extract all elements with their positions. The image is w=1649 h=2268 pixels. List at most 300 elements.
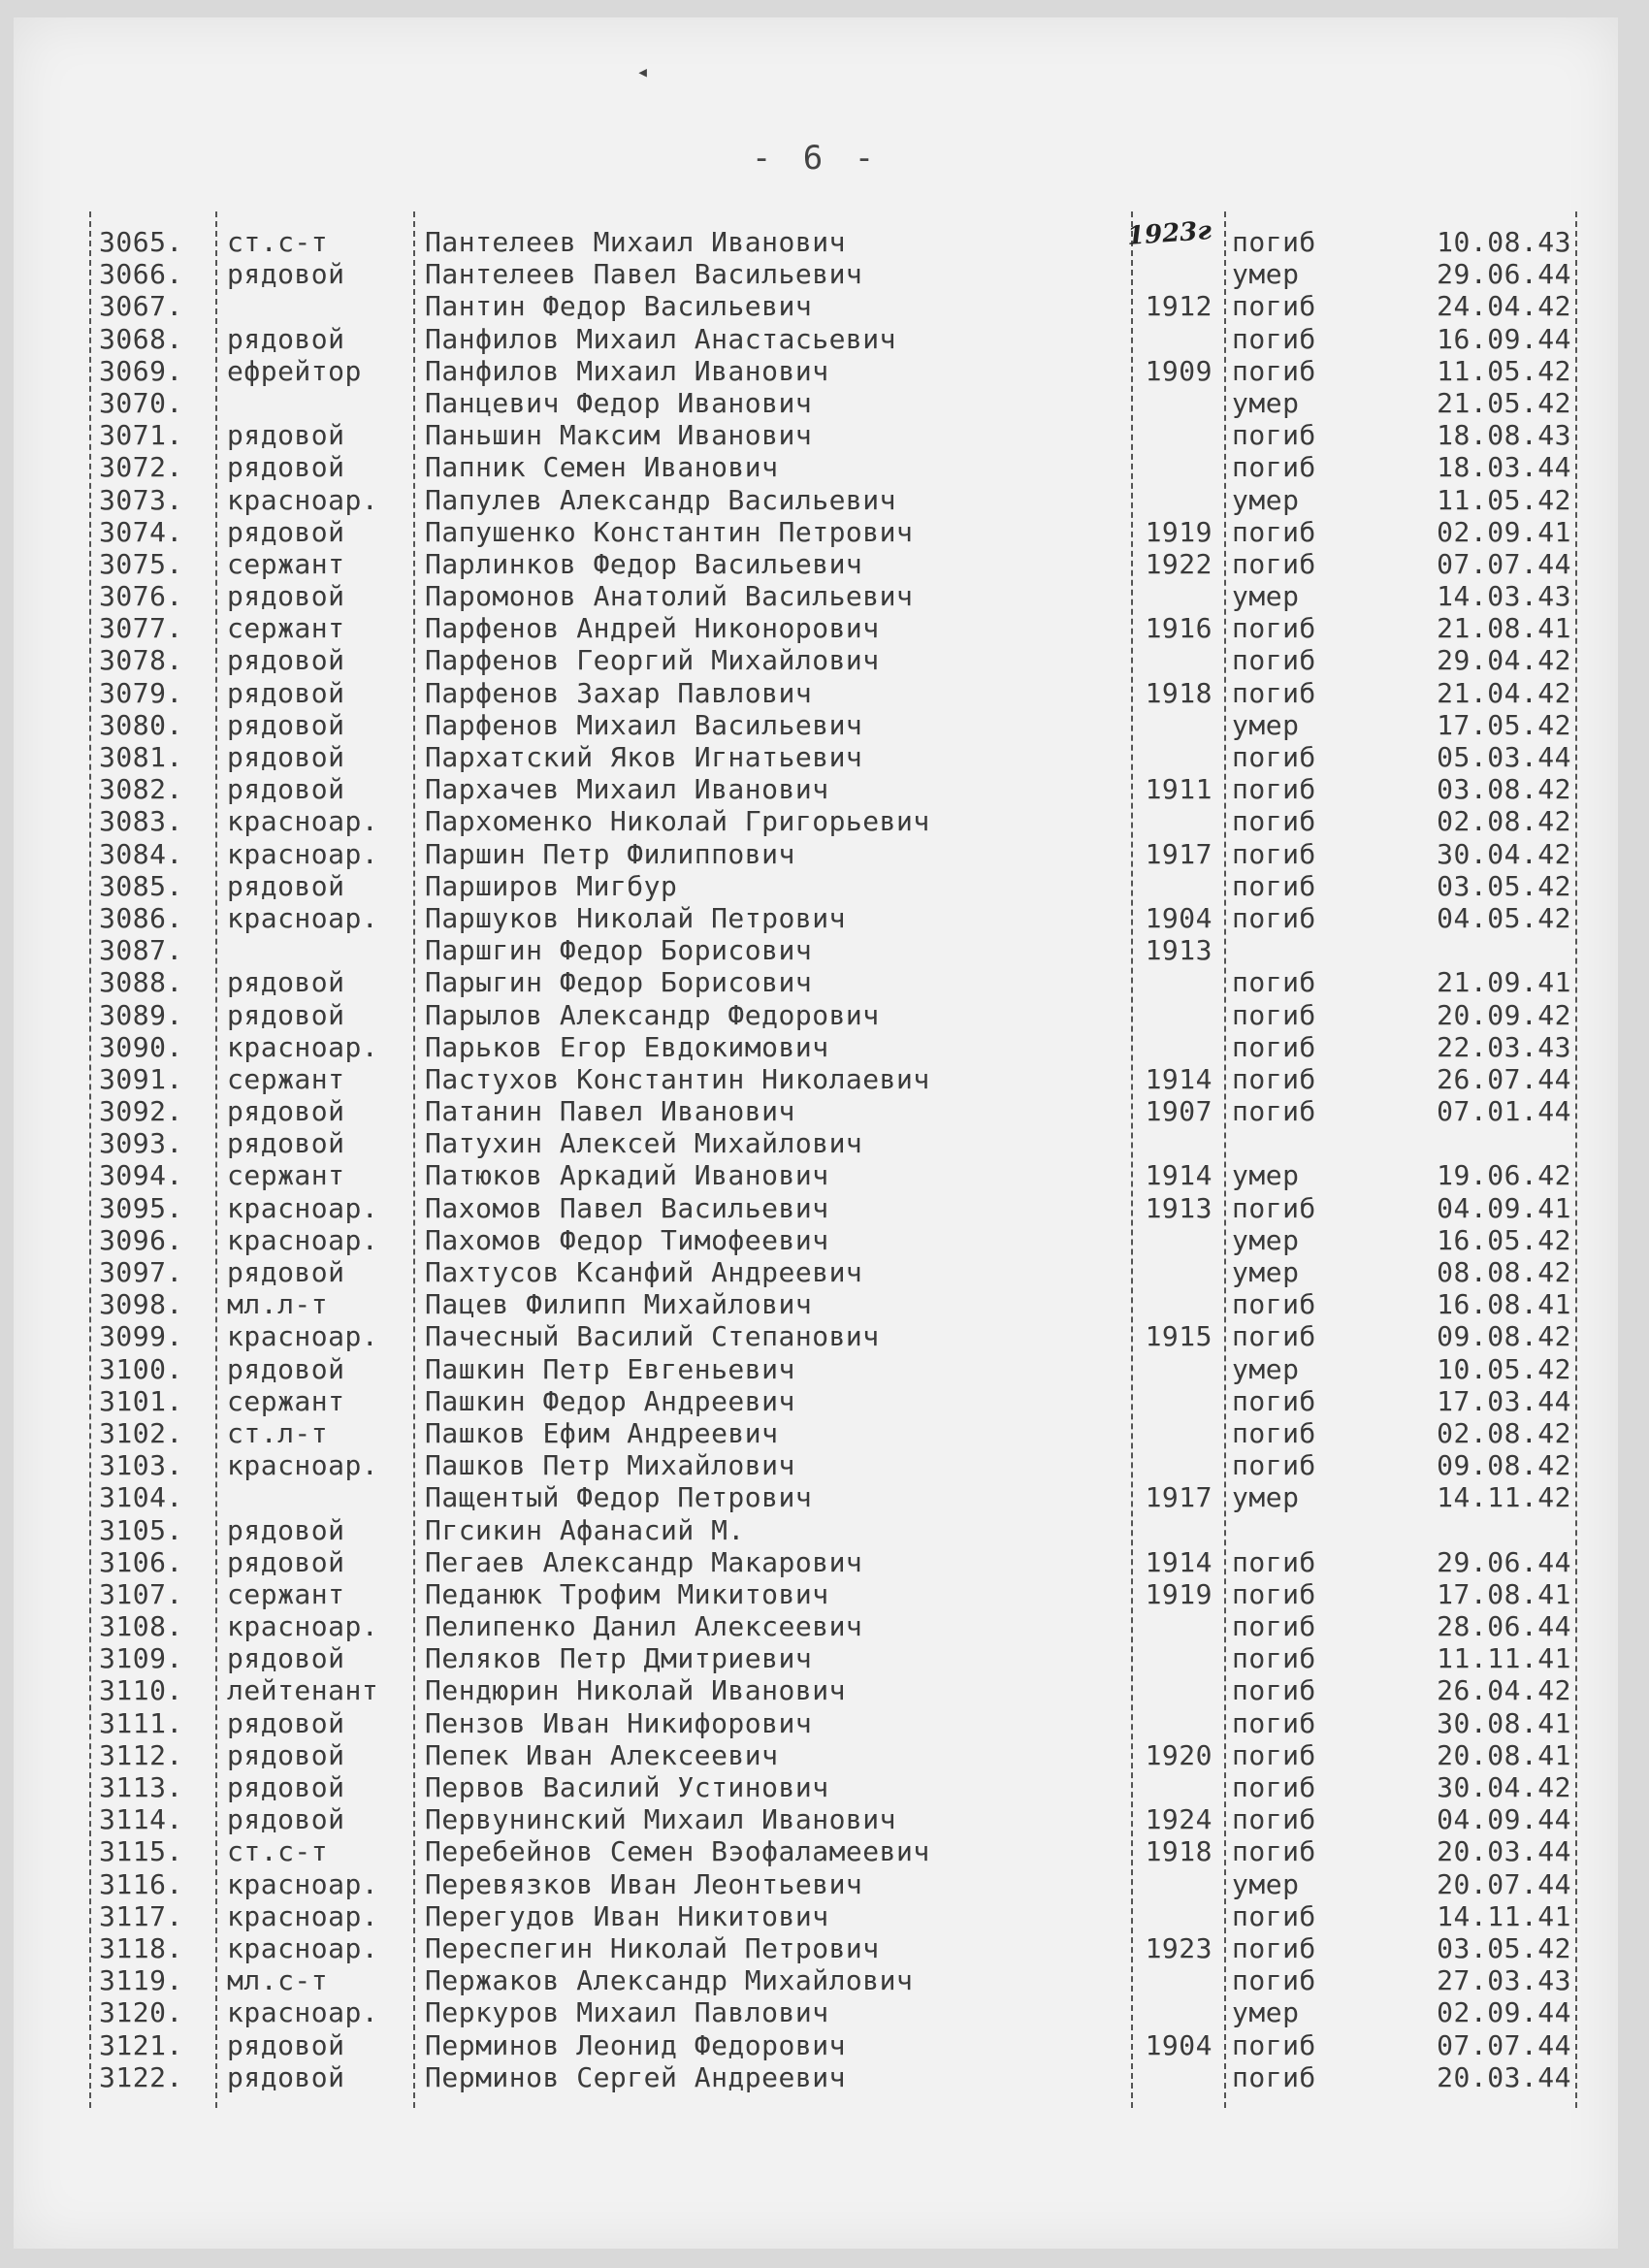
row-status: умер [1232,1867,1300,1900]
table-row [99,1417,1573,1449]
row-full-name: Пачесный Василий Степанович [425,1320,880,1353]
row-full-name: Пантелеев Павел Васильевич [425,258,863,291]
row-full-name: Парфенов Георгий Михайлович [425,644,880,677]
table-row [99,902,1573,934]
row-number: 3075. [99,547,183,580]
row-date: 20.03.44 [1437,2060,1571,2093]
row-number: 3081. [99,741,183,773]
row-rank: красноар. [227,1899,379,1932]
column-divider [1575,211,1577,2108]
row-rank: сержант [227,1577,345,1610]
row-full-name: Парфенов Михаил Васильевич [425,708,863,741]
row-status: погиб [1232,354,1316,387]
row-rank: рядовой [227,1771,345,1803]
row-status: погиб [1232,1030,1316,1063]
row-full-name: Педанюк Трофим Микитович [425,1577,829,1610]
row-birth-year: 1918 [1145,676,1212,709]
row-full-name: Парширов Мигбур [425,869,678,902]
row-number: 3083. [99,805,183,838]
row-birth-year: 1914 [1145,1062,1212,1095]
row-status: погиб [1232,901,1316,934]
row-status: умер [1232,1159,1300,1192]
row-date: 24.04.42 [1437,290,1571,323]
row-status: погиб [1232,805,1316,838]
row-date: 20.07.44 [1437,1867,1571,1900]
row-rank: рядовой [227,1738,345,1771]
table-row [99,419,1573,451]
row-number: 3120. [99,1996,183,2029]
row-number: 3095. [99,1191,183,1224]
row-number: 3103. [99,1449,183,1482]
row-number: 3073. [99,483,183,516]
row-birth-year: 1916 [1145,612,1212,645]
row-status: умер [1232,483,1300,516]
row-rank: лейтенант [227,1674,379,1707]
row-full-name: Пантелеев Михаил Иванович [425,226,846,258]
row-full-name: Патухин Алексей Михайлович [425,1127,863,1160]
handwritten-note: 1923г [1126,216,1212,251]
row-full-name: Пелипенко Данил Алексеевич [425,1610,863,1643]
table-row [99,1449,1573,1481]
row-number: 3122. [99,2060,183,2093]
table-row [99,773,1573,805]
row-date: 29.06.44 [1437,258,1571,291]
row-rank: рядовой [227,1352,345,1385]
table-row [99,1514,1573,1546]
row-birth-year: 1917 [1145,837,1212,870]
row-status: умер [1232,1996,1300,2029]
row-date: 09.08.42 [1437,1449,1571,1482]
table-row [99,999,1573,1031]
row-status: умер [1232,1256,1300,1288]
row-number: 3068. [99,322,183,355]
row-rank: красноар. [227,805,379,838]
row-status: погиб [1232,1899,1316,1932]
row-number: 3105. [99,1513,183,1546]
row-date: 10.08.43 [1437,226,1571,258]
row-status: погиб [1232,1738,1316,1771]
row-birth-year: 1919 [1145,1577,1212,1610]
row-number: 3097. [99,1256,183,1288]
row-rank: рядовой [227,419,345,452]
row-birth-year: 1913 [1145,1191,1212,1224]
row-date: 22.03.43 [1437,1030,1571,1063]
row-date: 10.05.42 [1437,1352,1571,1385]
row-rank: ст.с-т [227,1835,329,1868]
row-full-name: Панфилов Михаил Анастасьевич [425,322,897,355]
table-row [99,1481,1573,1513]
row-rank: рядовой [227,258,345,291]
row-number: 3119. [99,1964,183,1997]
row-full-name: Парлинков Федор Васильевич [425,547,863,580]
row-number: 3067. [99,290,183,323]
table-row [99,966,1573,998]
table-row [99,1771,1573,1803]
ink-speck: ◂ [636,60,650,84]
row-number: 3093. [99,1127,183,1160]
row-birth-year: 1904 [1145,901,1212,934]
row-date: 21.05.42 [1437,386,1571,419]
row-date: 02.08.42 [1437,805,1571,838]
row-status: умер [1232,1223,1300,1256]
table-row [99,741,1573,773]
row-full-name: Перегудов Иван Никитович [425,1899,829,1932]
row-number: 3079. [99,676,183,709]
row-rank: красноар. [227,1449,379,1482]
row-rank: ст.л-т [227,1416,329,1449]
row-number: 3115. [99,1835,183,1868]
row-date: 30.04.42 [1437,1771,1571,1803]
row-full-name: Пашкин Петр Евгеньевич [425,1352,795,1385]
row-full-name: Пантин Федор Васильевич [425,290,813,323]
row-status: погиб [1232,773,1316,806]
row-number: 3098. [99,1288,183,1321]
row-full-name: Перкуров Михаил Павлович [425,1996,829,2029]
row-full-name: Пахомов Федор Тимофеевич [425,1223,829,1256]
row-full-name: Парыгин Федор Борисович [425,966,813,999]
row-number: 3070. [99,386,183,419]
row-number: 3112. [99,1738,183,1771]
row-rank: рядовой [227,644,345,677]
table-row [99,1900,1573,1932]
row-full-name: Перебейнов Семен Вэофаламеевич [425,1835,930,1868]
row-full-name: Панфилов Михаил Иванович [425,354,829,387]
row-status: погиб [1232,1674,1316,1707]
row-date: 03.05.42 [1437,1931,1571,1964]
row-status: погиб [1232,1416,1316,1449]
row-full-name: Перминов Сергей Андреевич [425,2060,846,2093]
row-full-name: Пахомов Павел Васильевич [425,1191,829,1224]
row-birth-year: 1913 [1145,934,1212,967]
row-number: 3117. [99,1899,183,1932]
row-rank: сержант [227,547,345,580]
row-date: 19.06.42 [1437,1159,1571,1192]
row-rank: рядовой [227,966,345,999]
table-row [99,1031,1573,1063]
row-status: умер [1232,708,1300,741]
row-number: 3099. [99,1320,183,1353]
table-row [99,677,1573,709]
row-date: 26.04.42 [1437,1674,1571,1707]
row-rank: рядовой [227,2060,345,2093]
row-date: 21.09.41 [1437,966,1571,999]
row-date: 04.09.41 [1437,1191,1571,1224]
row-date: 11.05.42 [1437,483,1571,516]
table-row [99,290,1573,322]
row-full-name: Перевязков Иван Леонтьевич [425,1867,863,1900]
row-birth-year: 1918 [1145,1835,1212,1868]
row-date: 28.06.44 [1437,1610,1571,1643]
row-status: умер [1232,1352,1300,1385]
row-number: 3082. [99,773,183,806]
row-date: 02.08.42 [1437,1416,1571,1449]
table-row [99,1835,1573,1867]
row-number: 3069. [99,354,183,387]
table-row [99,644,1573,676]
row-date: 17.03.44 [1437,1384,1571,1417]
row-full-name: Папник Семен Иванович [425,451,779,484]
row-full-name: Пархачев Михаил Иванович [425,773,829,806]
row-status: погиб [1232,1545,1316,1578]
row-birth-year: 1914 [1145,1159,1212,1192]
row-date: 20.08.41 [1437,1738,1571,1771]
row-full-name: Паршин Петр Филиппович [425,837,795,870]
row-full-name: Пашков Петр Михайлович [425,1449,795,1482]
table-row [99,1353,1573,1385]
row-date: 30.08.41 [1437,1706,1571,1739]
table-row [99,2061,1573,2093]
table-row [99,516,1573,548]
table-row [99,1546,1573,1578]
table-row [99,1996,1573,2028]
table-row [99,838,1573,870]
row-birth-year: 1923 [1145,1931,1212,1964]
row-number: 3106. [99,1545,183,1578]
row-number: 3087. [99,934,183,967]
row-number: 3121. [99,2028,183,2061]
row-rank: сержант [227,1384,345,1417]
row-full-name: Первов Василий Устинович [425,1771,829,1803]
row-full-name: Парфенов Андрей Никонорович [425,612,880,645]
table-row [99,805,1573,837]
table-row [99,1192,1573,1224]
row-status: погиб [1232,1803,1316,1836]
row-date: 21.04.42 [1437,676,1571,709]
row-date: 14.03.43 [1437,580,1571,613]
row-date: 03.05.42 [1437,869,1571,902]
row-number: 3088. [99,966,183,999]
row-rank: красноар. [227,837,379,870]
table-row [99,2029,1573,2061]
row-date: 07.01.44 [1437,1095,1571,1128]
row-full-name: Пахтусов Ксанфий Андреевич [425,1256,863,1288]
row-full-name: Панцевич Федор Иванович [425,386,813,419]
row-birth-year: 1917 [1145,1481,1212,1514]
row-rank: рядовой [227,451,345,484]
row-rank: мл.с-т [227,1964,329,1997]
row-rank: рядовой [227,1803,345,1836]
table-row [99,580,1573,612]
row-date: 20.03.44 [1437,1835,1571,1868]
row-number: 3102. [99,1416,183,1449]
row-status: погиб [1232,1835,1316,1868]
table-row [99,1868,1573,1900]
row-date: 16.08.41 [1437,1288,1571,1321]
row-status: погиб [1232,676,1316,709]
row-status: погиб [1232,226,1316,258]
row-birth-year: 1909 [1145,354,1212,387]
row-date: 26.07.44 [1437,1062,1571,1095]
row-rank: красноар. [227,1610,379,1643]
row-rank: рядовой [227,676,345,709]
row-number: 3100. [99,1352,183,1385]
row-number: 3078. [99,644,183,677]
row-date: 29.04.42 [1437,644,1571,677]
row-rank: сержант [227,1159,345,1192]
table-row [99,1095,1573,1127]
row-status: погиб [1232,1320,1316,1353]
table-row [99,934,1573,966]
row-full-name: Патанин Павел Иванович [425,1095,795,1128]
row-status: умер [1232,1481,1300,1514]
row-full-name: Парылов Александр Федорович [425,998,880,1031]
row-rank: рядовой [227,580,345,613]
row-number: 3074. [99,515,183,548]
row-number: 3071. [99,419,183,452]
row-rank: красноар. [227,1030,379,1063]
row-full-name: Пашкин Федор Андреевич [425,1384,795,1417]
table-row [99,355,1573,387]
row-rank: рядовой [227,708,345,741]
row-status: погиб [1232,966,1316,999]
row-rank: рядовой [227,741,345,773]
row-birth-year: 1919 [1145,515,1212,548]
row-rank: рядовой [227,1095,345,1128]
row-date: 05.03.44 [1437,741,1571,773]
table-row [99,258,1573,290]
row-rank: рядовой [227,1706,345,1739]
row-status: погиб [1232,419,1316,452]
row-date: 07.07.44 [1437,2028,1571,2061]
row-full-name: Паршгин Федор Борисович [425,934,813,967]
row-full-name: Пашков Ефим Андреевич [425,1416,779,1449]
table-row [99,1578,1573,1610]
row-rank: мл.л-т [227,1288,329,1321]
table-row [99,1642,1573,1674]
row-number: 3084. [99,837,183,870]
row-status: погиб [1232,1610,1316,1643]
row-full-name: Пержаков Александр Михайлович [425,1964,914,1997]
row-full-name: Патюков Аркадий Иванович [425,1159,829,1192]
row-date: 17.05.42 [1437,708,1571,741]
row-number: 3089. [99,998,183,1031]
table-row [99,1739,1573,1771]
row-date: 29.06.44 [1437,1545,1571,1578]
row-number: 3101. [99,1384,183,1417]
row-status: погиб [1232,322,1316,355]
row-birth-year: 1924 [1145,1803,1212,1836]
row-date: 21.08.41 [1437,612,1571,645]
row-date: 04.09.44 [1437,1803,1571,1836]
row-date: 20.09.42 [1437,998,1571,1031]
row-status: погиб [1232,998,1316,1031]
row-date: 08.08.42 [1437,1256,1571,1288]
casualty-list [99,226,1573,2093]
row-rank: красноар. [227,1223,379,1256]
row-full-name: Паньшин Максим Иванович [425,419,813,452]
table-row [99,1932,1573,1964]
table-row [99,612,1573,644]
row-status: погиб [1232,547,1316,580]
row-full-name: Папушенко Константин Петрович [425,515,914,548]
row-birth-year: 1911 [1145,773,1212,806]
table-row [99,484,1573,516]
row-status: погиб [1232,451,1316,484]
row-number: 3072. [99,451,183,484]
row-full-name: Папулев Александр Васильевич [425,483,897,516]
row-full-name: Парфенов Захар Павлович [425,676,813,709]
row-status: умер [1232,580,1300,613]
row-full-name: Пащентый Федор Петрович [425,1481,813,1514]
row-number: 3114. [99,1803,183,1836]
row-rank: рядовой [227,1256,345,1288]
row-status: погиб [1232,741,1316,773]
row-number: 3108. [99,1610,183,1643]
table-row [99,1610,1573,1642]
row-status: погиб [1232,2028,1316,2061]
row-full-name: Первунинский Михаил Иванович [425,1803,897,1836]
row-rank: сержант [227,612,345,645]
row-number: 3107. [99,1577,183,1610]
row-rank: красноар. [227,1191,379,1224]
row-status: погиб [1232,1577,1316,1610]
row-status: погиб [1232,644,1316,677]
row-status: погиб [1232,1931,1316,1964]
row-birth-year: 1920 [1145,1738,1212,1771]
row-date: 27.03.43 [1437,1964,1571,1997]
row-rank: красноар. [227,1320,379,1353]
row-rank: рядовой [227,322,345,355]
row-full-name: Пархатский Яков Игнатьевич [425,741,863,773]
row-number: 3118. [99,1931,183,1964]
row-status: погиб [1232,837,1316,870]
row-rank: ст.с-т [227,226,329,258]
row-number: 3113. [99,1771,183,1803]
page-number: - 6 - [751,139,881,178]
row-rank: рядовой [227,998,345,1031]
row-birth-year: 1907 [1145,1095,1212,1128]
table-row [99,1288,1573,1320]
row-number: 3091. [99,1062,183,1095]
row-rank: красноар. [227,483,379,516]
column-divider [89,211,91,2108]
row-date: 17.08.41 [1437,1577,1571,1610]
row-rank: рядовой [227,773,345,806]
row-number: 3086. [99,901,183,934]
row-number: 3092. [99,1095,183,1128]
table-row [99,1385,1573,1417]
row-birth-year: 1922 [1145,547,1212,580]
row-number: 3116. [99,1867,183,1900]
row-status: умер [1232,258,1300,291]
row-birth-year: 1915 [1145,1320,1212,1353]
row-full-name: Пензов Иван Никифорович [425,1706,813,1739]
row-status: погиб [1232,1449,1316,1482]
row-full-name: Пегаев Александр Макарович [425,1545,863,1578]
row-date: 02.09.44 [1437,1996,1571,2029]
row-date: 14.11.41 [1437,1899,1571,1932]
row-rank: рядовой [227,1545,345,1578]
document-sheet [14,17,1618,2249]
row-number: 3090. [99,1030,183,1063]
row-rank: рядовой [227,1642,345,1675]
row-rank: ефрейтор [227,354,362,387]
row-full-name: Паршуков Николай Петрович [425,901,846,934]
row-number: 3066. [99,258,183,291]
table-row [99,1320,1573,1352]
row-date: 18.08.43 [1437,419,1571,452]
table-row [99,226,1573,258]
row-status: погиб [1232,290,1316,323]
row-rank: рядовой [227,869,345,902]
row-date: 30.04.42 [1437,837,1571,870]
row-full-name: Пендюрин Николай Иванович [425,1674,846,1707]
table-row [99,323,1573,355]
row-status: погиб [1232,515,1316,548]
row-number: 3096. [99,1223,183,1256]
row-birth-year: 1904 [1145,2028,1212,2061]
row-number: 3065. [99,226,183,258]
